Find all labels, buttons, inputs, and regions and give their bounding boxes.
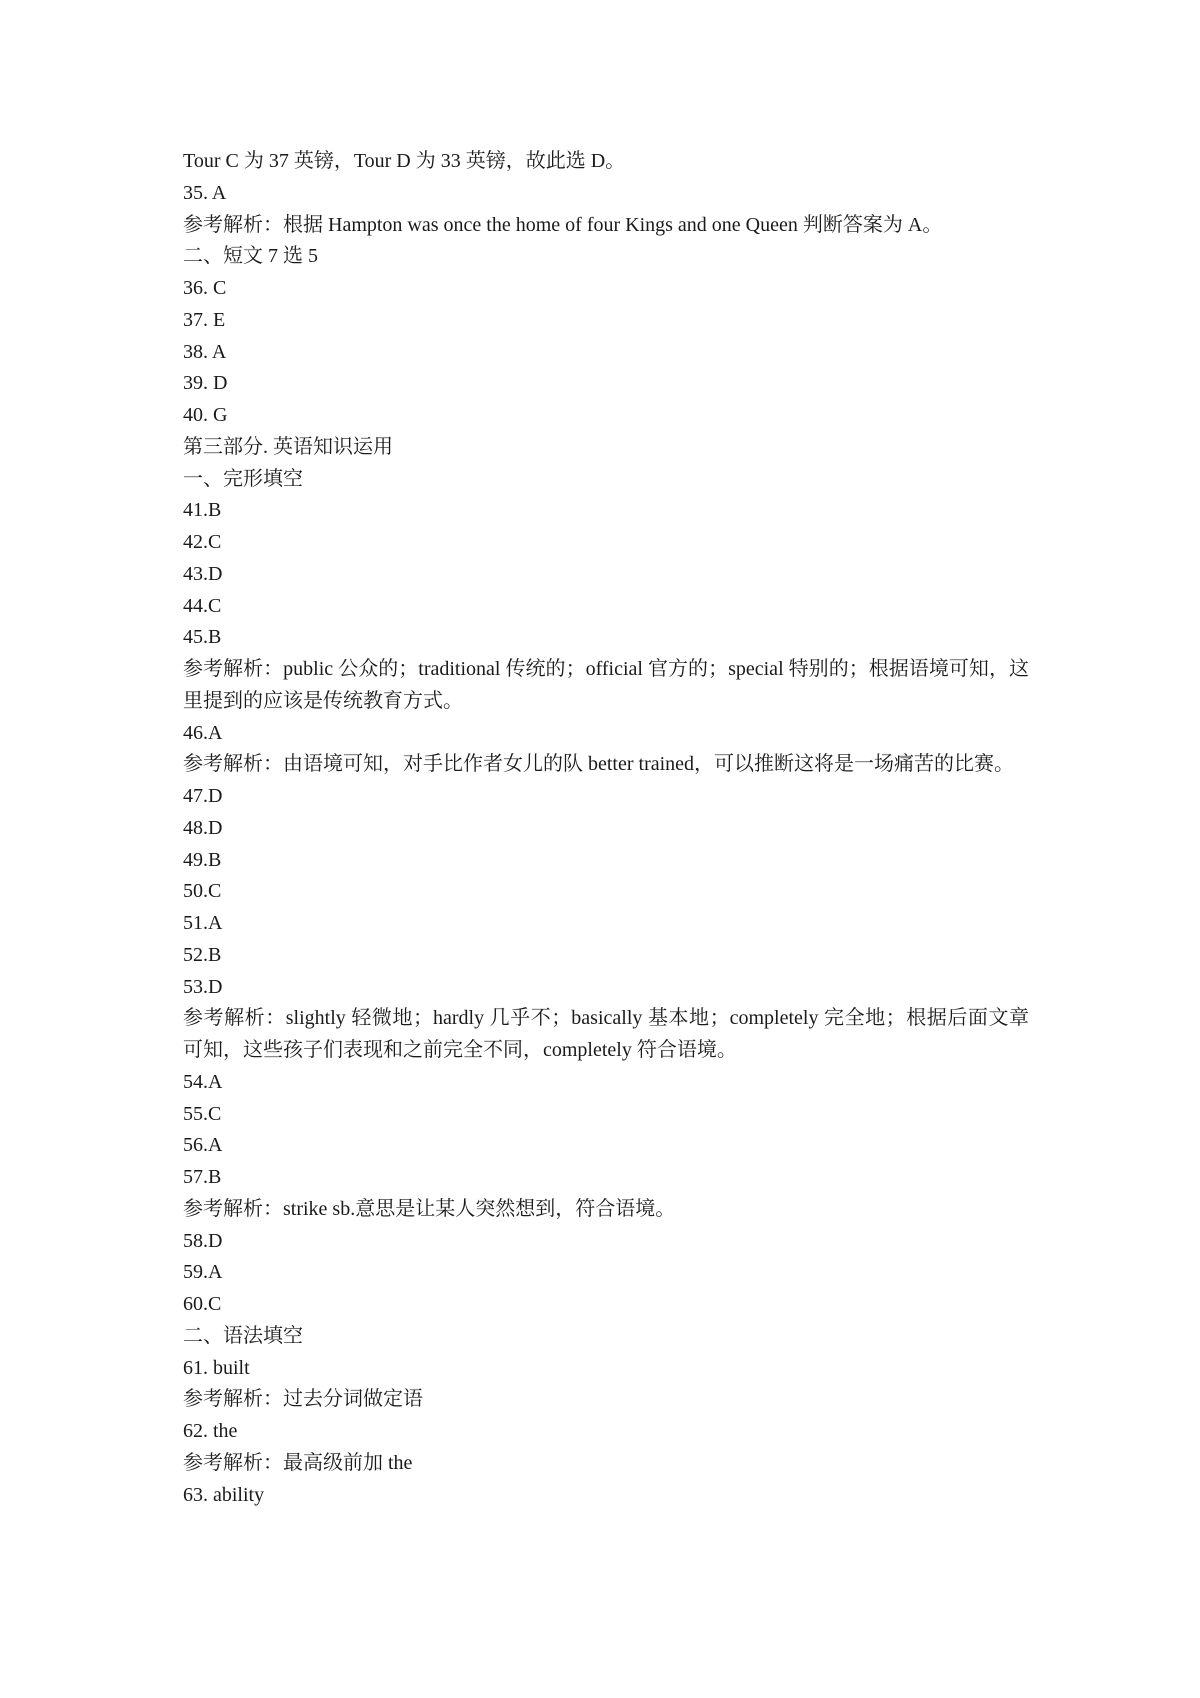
explanation-35: 参考解析：根据 Hampton was once the home of four Kings and one Queen 判断答案为 A。 — [183, 213, 943, 236]
answer-39: 39. D — [183, 372, 228, 395]
answer-52: 52.B — [183, 943, 222, 966]
answer-58: 58.D — [183, 1229, 223, 1252]
explanation-62: 参考解析：最高级前加 the — [183, 1451, 413, 1474]
answer-37: 37. E — [183, 308, 226, 331]
answer-45: 45.B — [183, 626, 222, 649]
answer-55: 55.C — [183, 1102, 222, 1125]
explanation-57: 参考解析：strike sb.意思是让某人突然想到，符合语境。 — [183, 1197, 676, 1220]
answer-49: 49.B — [183, 848, 222, 871]
answer-51: 51.A — [183, 912, 223, 934]
answer-42: 42.C — [183, 531, 222, 553]
explanation-61: 参考解析：过去分词做定语 — [183, 1388, 423, 1411]
answer-50: 50.C — [183, 880, 222, 903]
answer-47: 47.D — [183, 785, 223, 807]
document-page — [183, 146, 1029, 1511]
answer-43: 43.D — [183, 562, 223, 585]
answer-57: 57.B — [183, 1166, 222, 1188]
part-heading-3: 第三部分. 英语知识运用 — [183, 435, 393, 458]
answer-56: 56.A — [183, 1134, 223, 1157]
answer-61: 61. built — [183, 1356, 250, 1379]
explanation-45: 参考解析：public 公众的；traditional 传统的；official 官方的；special 特别的；根据语境可知，这里提到的应该是传统教育方式。 — [183, 658, 1029, 712]
text-line: Tour C 为 37 英镑，Tour D 为 33 英镑，故此选 D。 — [183, 150, 626, 172]
answer-36: 36. C — [183, 277, 227, 299]
answer-38: 38. A — [183, 340, 227, 363]
explanation-53: 参考解析：slightly 轻微地；hardly 几乎不；basically 基本地；completely 完全地；根据后面文章可知，这些孩子们表现和之前完全不同，completely 符合语境。 — [183, 1007, 1029, 1061]
answer-63: 63. ability — [183, 1483, 265, 1506]
answer-35: 35. A — [183, 181, 227, 204]
answer-48: 48.D — [183, 816, 223, 839]
section-heading-reading-7-5: 二、短文 7 选 5 — [183, 245, 318, 268]
answer-53: 53.D — [183, 975, 223, 998]
explanation-46: 参考解析：由语境可知，对手比作者女儿的队 better trained，可以推断这将是一场痛苦的比赛。 — [183, 753, 1015, 776]
answer-40: 40. G — [183, 404, 228, 426]
answer-54: 54.A — [183, 1070, 223, 1093]
section-heading-grammar: 二、语法填空 — [183, 1324, 303, 1347]
answer-60: 60.C — [183, 1293, 222, 1315]
answer-44: 44.C — [183, 594, 222, 617]
answer-62: 62. the — [183, 1420, 238, 1442]
answer-41: 41.B — [183, 499, 222, 522]
section-heading-cloze: 一、完形填空 — [183, 467, 303, 490]
answer-46: 46.A — [183, 721, 223, 744]
answer-59: 59.A — [183, 1261, 223, 1284]
